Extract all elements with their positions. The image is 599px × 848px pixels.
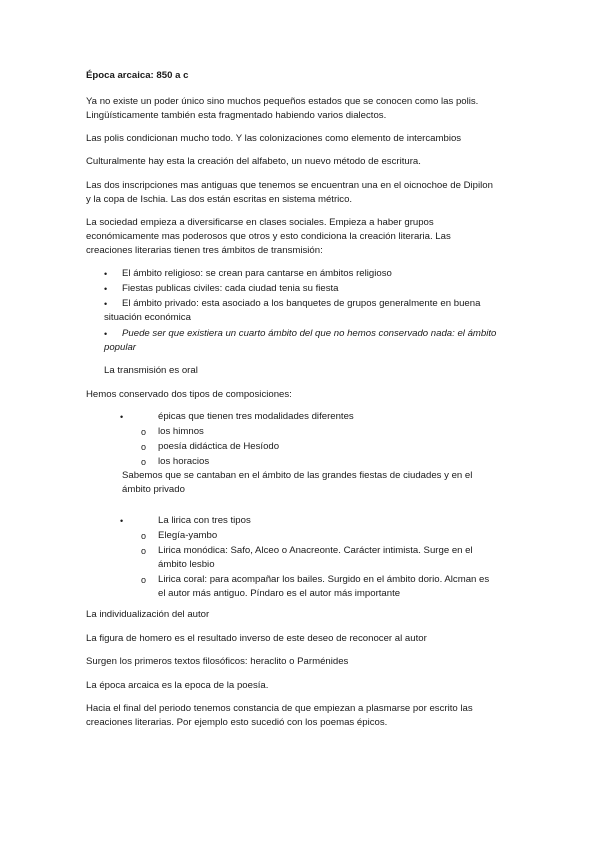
circle-bullet-icon: o bbox=[141, 427, 147, 437]
paragraph-line: La transmisión es oral bbox=[104, 365, 198, 376]
paragraph-line: Culturalmente hay esta la creación del alfabeto, un nuevo método de escritura. bbox=[86, 156, 421, 167]
paragraph-line: Las dos inscripciones mas antiguas que tenemos se encuentran una en el oicnochoe de Dipilon bbox=[86, 180, 493, 191]
list-item: El ámbito religioso: se crean para cantarse en ámbitos religioso bbox=[122, 268, 392, 279]
paragraph-line: Hacia el final del periodo tenemos constancia de que empiezan a plasmarse por escrito las bbox=[86, 703, 473, 714]
circle-bullet-icon: o bbox=[141, 575, 147, 585]
paragraph-line: ámbito privado bbox=[122, 484, 185, 495]
paragraph-line: económicamente mas poderosos que otros y esto condiciona la creación literaria. Las bbox=[86, 231, 451, 242]
paragraph-line: Ya no existe un poder único sino muchos pequeños estados que se conocen como las polis. bbox=[86, 96, 479, 107]
page-title: Época arcaica: 850 a c bbox=[86, 70, 189, 81]
list-item: épicas que tienen tres modalidades diferentes bbox=[158, 411, 354, 422]
sub-list-item: Lirica coral: para acompañar los bailes. Surgido en el ámbito dorio. Alcman es bbox=[158, 574, 490, 585]
bullet-icon: • bbox=[104, 284, 108, 294]
list-item: Fiestas publicas civiles: cada ciudad tenia su fiesta bbox=[122, 283, 339, 294]
bullet-icon: • bbox=[104, 329, 108, 339]
sub-list-item: los himnos bbox=[158, 426, 204, 437]
circle-bullet-icon: o bbox=[141, 546, 147, 556]
sub-list-item-continuation: el autor más antiguo. Píndaro es el autor más importante bbox=[158, 588, 401, 599]
list-item: Puede ser que existiera un cuarto ámbito del que no hemos conservado nada: el ámbito bbox=[122, 328, 497, 339]
paragraph-line: creaciones literarias tienen tres ámbitos de transmisión: bbox=[86, 245, 323, 256]
circle-bullet-icon: o bbox=[141, 531, 147, 541]
bullet-icon: • bbox=[120, 516, 124, 526]
paragraph-line: Hemos conservado dos tipos de composiciones: bbox=[86, 389, 292, 400]
paragraph-line: Surgen los primeros textos filosóficos: heraclito o Parménides bbox=[86, 656, 349, 667]
paragraph-line: La individualización del autor bbox=[86, 609, 210, 620]
bullet-icon: • bbox=[104, 269, 108, 279]
circle-bullet-icon: o bbox=[141, 442, 147, 452]
sub-list-item: poesía didáctica de Hesíodo bbox=[158, 441, 280, 452]
paragraph-line: y la copa de Ischia. Las dos están escritas en sistema métrico. bbox=[86, 194, 353, 205]
sub-list-item-continuation: ámbito lesbio bbox=[158, 559, 215, 570]
paragraph-line: La sociedad empieza a diversificarse en clases sociales. Empieza a haber grupos bbox=[86, 217, 434, 228]
paragraph-line: La época arcaica es la epoca de la poesía. bbox=[86, 680, 269, 691]
list-item: La lirica con tres tipos bbox=[158, 515, 251, 526]
sub-list-item: Lirica monódica: Safo, Alceo o Anacreonte. Carácter intimista. Surge en el bbox=[158, 545, 473, 556]
paragraph-line: creaciones literarias. Por ejemplo esto sucedió con los poemas épicos. bbox=[86, 717, 388, 728]
paragraph-line: Las polis condicionan mucho todo. Y las colonizaciones como elemento de intercambios bbox=[86, 133, 462, 144]
paragraph-line: Sabemos que se cantaban en el ámbito de las grandes fiestas de ciudades y en el bbox=[122, 470, 473, 481]
paragraph-line: Lingüísticamente también esta fragmentado habiendo varios dialectos. bbox=[86, 110, 387, 121]
sub-list-item: Elegía-yambo bbox=[158, 530, 218, 541]
paragraph-line: La figura de homero es el resultado inverso de este deseo de reconocer al autor bbox=[86, 633, 427, 644]
list-item: El ámbito privado: esta asociado a los banquetes de grupos generalmente en buena bbox=[122, 298, 481, 309]
circle-bullet-icon: o bbox=[141, 457, 147, 467]
list-item-continuation: popular bbox=[104, 342, 137, 353]
list-item-continuation: situación económica bbox=[104, 312, 191, 323]
bullet-icon: • bbox=[120, 412, 124, 422]
sub-list-item: los horacios bbox=[158, 456, 210, 467]
bullet-icon: • bbox=[104, 299, 108, 309]
